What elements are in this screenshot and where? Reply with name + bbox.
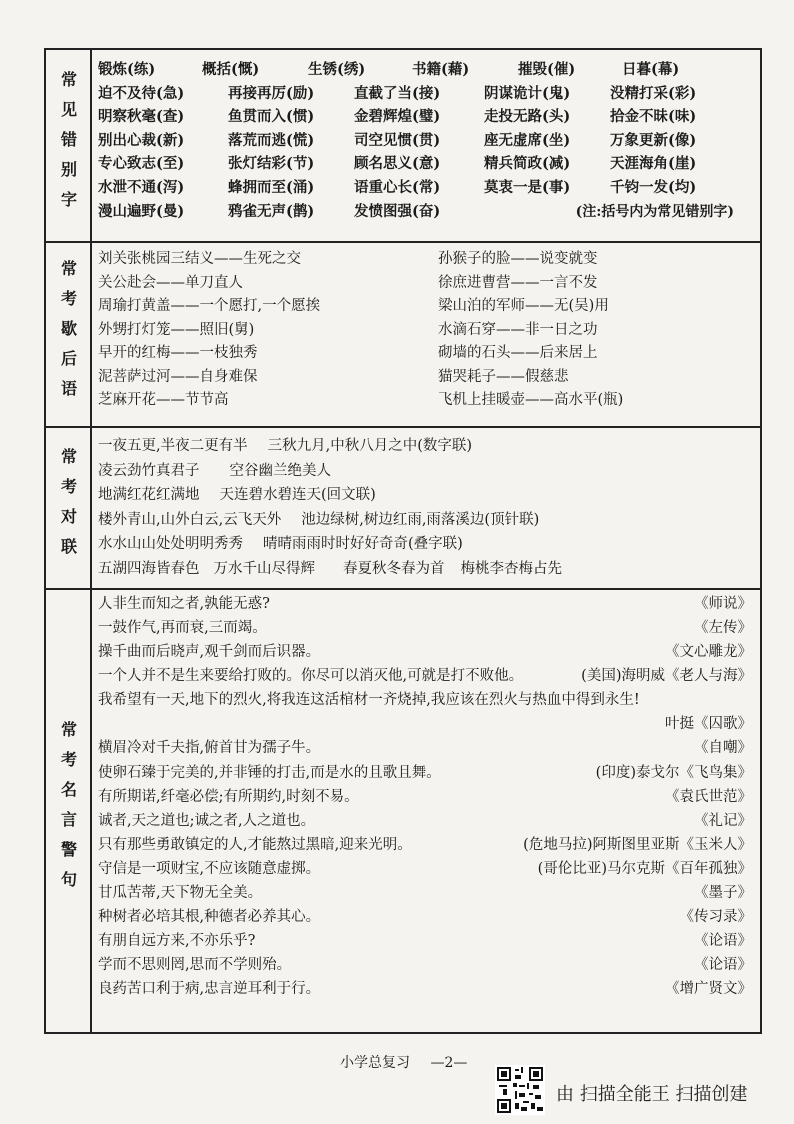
xiehouyu-item: 外甥打灯笼——照旧(舅) [98,321,255,338]
couplet-line: 春夏秋冬春为首 [343,560,445,577]
page-number: —2— [430,1055,468,1071]
quote-row [98,955,752,977]
quote-source: 《礼记》 [694,812,752,829]
scanner-watermark: 由 扫描全能王 扫描创建 [556,1084,748,1105]
quote-row [98,738,752,760]
xiehouyu-item: 早开的红梅——一枝独秀 [98,345,258,361]
quote-row [98,859,752,881]
typo-note: (注:括号内为常见错别字) [575,203,734,220]
couplet-row [98,436,752,458]
couplet-line: 池边绿树,树边红雨,雨落溪边(顶针联) [301,511,540,528]
typo-item: 千钧一发(均) [610,178,697,196]
quote-source: 《论语》 [694,957,752,974]
couplet-row [98,510,752,532]
quote-text: 一个人并不是生来要给打败的。你尽可以消灭他,可就是打不败他。 [98,668,524,685]
quote-text: 有所期诺,纤毫必偿;有所期约,时刻不易。 [98,788,359,805]
typo-item: 没精打采(彩) [610,84,697,102]
quote-row [98,714,752,736]
quote-source: 《自嘲》 [694,740,752,757]
typo-item: 专心致志(至) [98,155,185,173]
quote-source: 《左传》 [694,620,752,637]
typo-item: 顾名思义(意) [354,155,441,173]
quote-text: 学而不思则罔,思而不学则殆。 [98,957,292,974]
typo-item: 拾金不昧(味) [610,108,697,126]
typo-item: 概括(慨) [202,61,260,78]
quote-text: 横眉冷对千夫指,俯首甘为孺子牛。 [98,740,321,757]
xiehouyu-item: 泥菩萨过河——自身难保 [98,368,258,385]
xiehouyu-item: 周瑜打黄盖——一个愿打,一个愿挨 [98,298,321,314]
xiehouyu-item: 关公赴会——单刀直人 [98,274,243,291]
quote-row [98,763,752,785]
section-xiehouyu [46,243,760,428]
section-quotes [46,590,760,1032]
quote-text: 使卵石臻于完美的,并非锤的打击,而是水的且歌且舞。 [98,764,441,781]
quote-text: 操千曲而后晓声,观千剑而后识器。 [98,644,321,661]
couplet-row [98,534,752,556]
quote-row [98,931,752,953]
typo-item: 精兵简政(减) [484,155,571,173]
xiehouyu-grid [98,249,758,411]
typo-item: 日暮(幕) [622,61,680,78]
typo-item: 鱼贯而入(惯) [228,108,315,126]
couplet-line: 楼外青山,山外白云,云飞天外 [98,511,282,528]
quote-row [98,594,752,616]
xiehouyu-item: 芝麻开花——节节高 [98,392,229,408]
quote-text: 甘瓜苦蒂,天下物无全美。 [98,884,263,901]
typo-item: 再接再厉(励) [228,84,315,102]
typo-item: 鸦雀无声(鹊) [228,202,315,220]
typo-item: 金碧辉煌(璧) [354,108,441,126]
typo-item: 直截了当(接) [354,84,441,102]
couplet-line: 地满红花红满地 [98,487,200,504]
typo-item: 万象更新(像) [610,131,697,149]
typo-item: 蜂拥而至(涌) [228,178,315,196]
section-typos [46,50,760,243]
quote-source: 《论语》 [694,933,752,950]
couplet-line: 凌云劲竹真君子 [98,462,200,479]
quote-row [98,618,752,640]
typo-item: 司空见惯(贯) [354,131,441,149]
quote-text: 一鼓作气,再而衰,三而竭。 [98,620,267,637]
section-label: 常考名言警句 [58,721,78,901]
quote-row [98,883,752,905]
typo-item: 张灯结彩(节) [228,155,315,173]
quote-source: (美国)海明威《老人与海》 [581,668,752,685]
couplet-line: 梅桃李杏梅占先 [460,560,562,577]
quote-list [98,594,752,1001]
couplet-row [98,461,752,483]
quote-source: 《墨子》 [694,884,752,901]
typo-item: 迫不及待(急) [98,84,185,102]
typo-item: 书籍(藉) [412,61,470,78]
typo-item: 摧毁(催) [518,61,576,78]
quote-text: 良药苦口利于病,忠言逆耳利于行。 [98,981,321,998]
review-table [44,48,762,1034]
couplet-row [98,485,752,507]
typo-item: 阴谋诡计(鬼) [484,84,571,102]
typo-item: 锻炼(练) [98,61,156,78]
quote-row [98,907,752,929]
book-title: 小学总复习 [340,1055,410,1071]
qr-code-icon [495,1065,545,1115]
xiehouyu-item: 水滴石穿——非一日之功 [438,321,598,338]
quote-row [98,979,752,1001]
section-label: 常见错别字 [58,70,78,221]
quote-text: 有朋自远方来,不亦乐乎? [98,933,256,950]
quote-source: 叶挺《囚歌》 [665,716,752,733]
couplet-line: 天连碧水碧连天(回文联) [219,487,376,504]
quote-source: 《传习录》 [679,909,752,926]
quote-row [98,787,752,809]
quote-text: 我希望有一天,地下的烈火,将我连这活棺材一齐烧掉,我应该在烈火与热血中得到永生! [98,692,640,709]
typo-item: 生锈(绣) [308,61,366,78]
typo-grid [98,60,752,222]
couplet-line: 万水千山尽得辉 [213,560,315,577]
quote-row [98,642,752,664]
quote-text: 诚者,天之道也;诚之者,人之道也。 [98,812,316,829]
typo-item: 水泄不通(泻) [98,178,185,196]
quote-source: 《文心雕龙》 [665,644,752,661]
typo-item: 别出心裁(新) [98,131,185,149]
xiehouyu-item: 猫哭耗子——假慈悲 [438,368,569,385]
typo-item: 漫山遍野(曼) [98,202,185,220]
typo-item: 天涯海角(崖) [610,155,697,173]
xiehouyu-item: 孙猴子的脸——说变就变 [438,251,598,267]
couplet-line: 水水山山处处明明秀秀 [98,536,243,553]
xiehouyu-item: 砌墙的石头——后来居上 [438,345,598,361]
couplet-row [98,559,752,581]
quote-source: 《增广贤文》 [665,981,752,998]
typo-item: 明察秋毫(查) [98,108,185,126]
typo-item: 落荒而逃(慌) [228,131,315,149]
section-label: 常考歇后语 [58,259,78,410]
couplet-line: 晴晴雨雨时时好好奇奇(叠字联) [263,536,463,553]
couplet-line: 一夜五更,半夜二更有半 [98,438,248,454]
quote-source: (印度)泰戈尔《飞鸟集》 [595,764,752,781]
typo-item: 语重心长(常) [354,178,441,196]
quote-source: 《袁氏世范》 [665,788,752,805]
typo-item: 莫衷一是(事) [484,178,571,196]
quote-text: 只有那些勇敢镇定的人,才能熬过黑暗,迎来光明。 [98,836,412,853]
typo-item: 座无虚席(坐) [484,131,571,149]
quote-row [98,690,752,712]
typo-item: 走投无路(头) [484,108,571,126]
quote-source: 《师说》 [694,596,752,612]
quote-text: 守信是一项财宝,不应该随意虚掷。 [98,860,321,877]
quote-text: 种树者必培其根,种德者必养其心。 [98,909,321,926]
quote-row [98,811,752,833]
quote-row [98,835,752,857]
xiehouyu-item: 徐庶进曹营——一言不发 [438,274,598,291]
couplet-list [98,436,752,581]
quote-text: 人非生而知之者,孰能无惑? [98,596,270,612]
quote-source: (危地马拉)阿斯图里亚斯《玉米人》 [523,836,752,853]
section-couplets [46,428,760,590]
couplet-line: 三秋九月,中秋八月之中(数字联) [267,438,473,454]
typo-item: 发愤图强(奋) [354,202,441,220]
couplet-line: 五湖四海皆春色 [98,560,200,577]
xiehouyu-item: 刘关张桃园三结义——生死之交 [98,251,301,267]
xiehouyu-item: 飞机上挂暖壶——高水平(瓶) [438,392,624,408]
quote-row [98,666,752,688]
xiehouyu-item: 梁山泊的军师——无(吴)用 [438,298,609,314]
section-label: 常考对联 [58,448,78,568]
couplet-line: 空谷幽兰绝美人 [229,462,331,479]
quote-source: (哥伦比亚)马尔克斯《百年孤独》 [537,860,752,877]
page-footer [340,1052,483,1072]
